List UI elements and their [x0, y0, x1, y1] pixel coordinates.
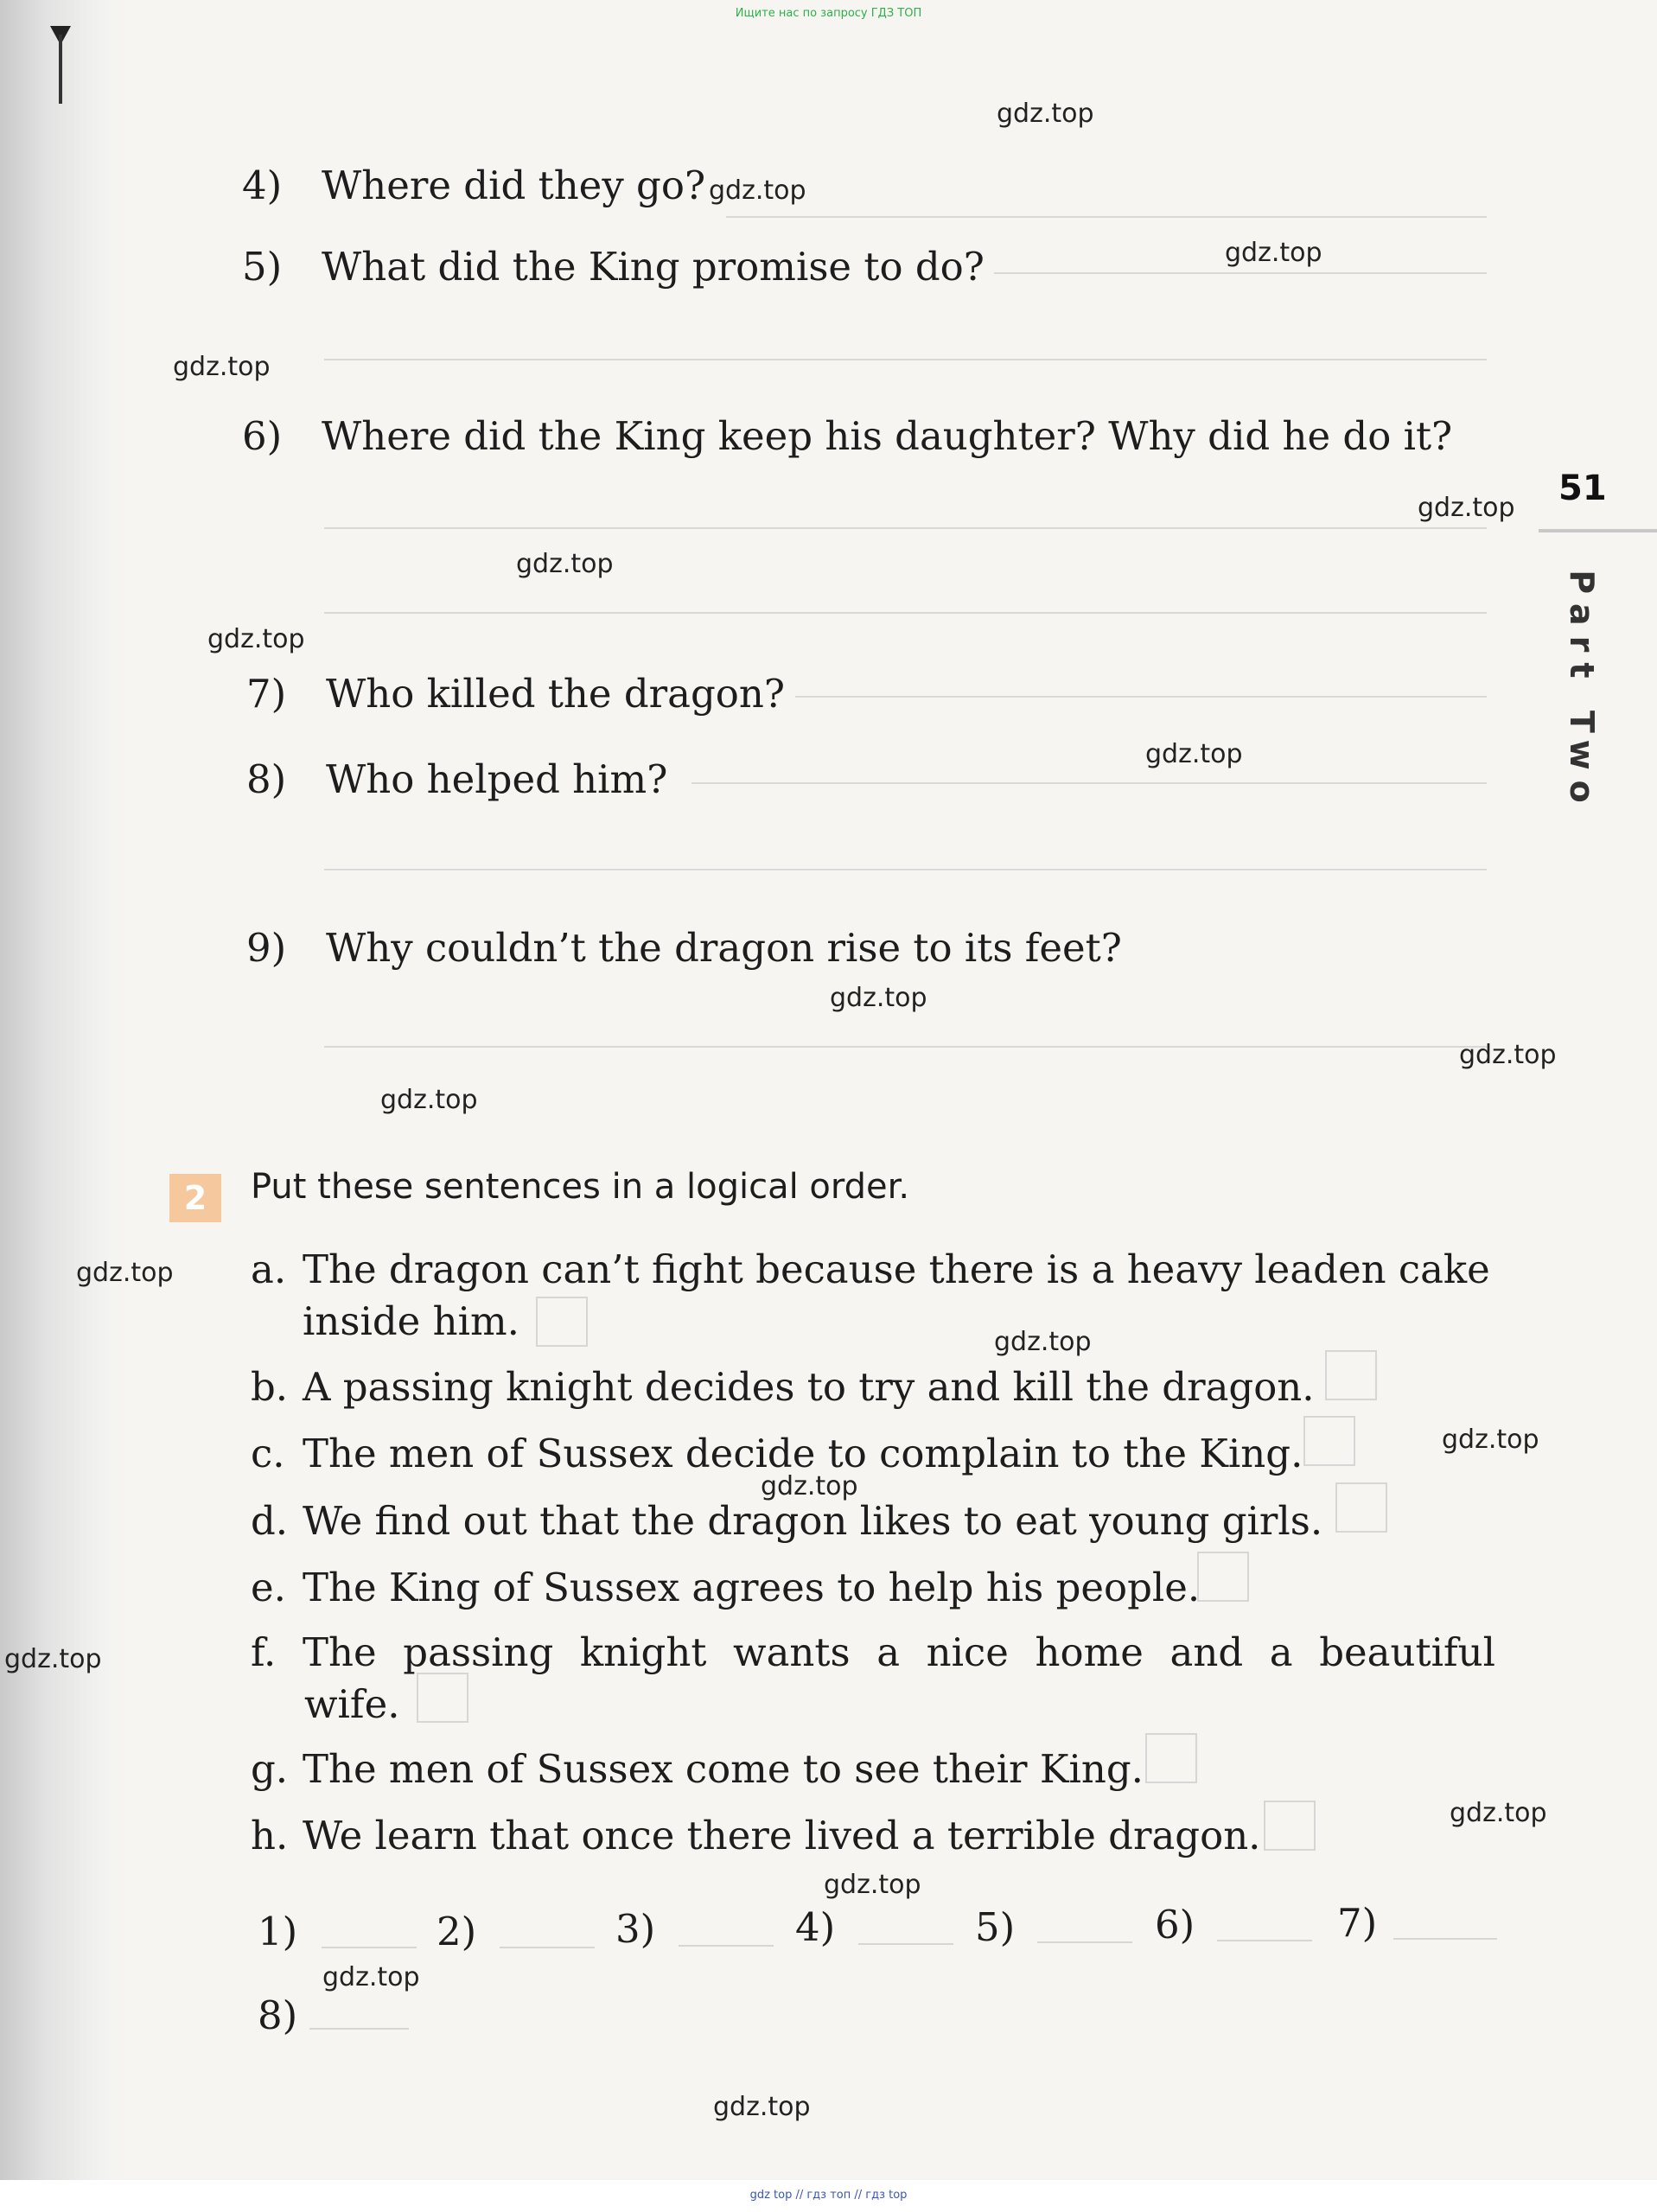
- answer-box-h[interactable]: [1264, 1801, 1316, 1851]
- sentence-letter: h.: [251, 1813, 289, 1858]
- answer-box-d[interactable]: [1335, 1482, 1387, 1533]
- sentence-letter: d.: [251, 1498, 289, 1544]
- question-text: Who helped him?: [326, 756, 668, 802]
- sentence-letter: b.: [251, 1364, 289, 1410]
- order-label-6: 6): [1155, 1902, 1195, 1947]
- answer-box-a[interactable]: [536, 1297, 588, 1347]
- order-answer-line-6[interactable]: [1217, 1940, 1312, 1941]
- sentence-letter: a.: [251, 1246, 287, 1292]
- sentence-word: wants: [733, 1629, 851, 1675]
- question-9: [246, 925, 1122, 971]
- sentence-letter: g.: [251, 1746, 289, 1792]
- order-answer-line-3[interactable]: [679, 1945, 774, 1947]
- sentence-word: nice: [926, 1629, 1009, 1675]
- book-spine-shadow: [0, 0, 130, 2212]
- question-number: 6): [242, 413, 283, 459]
- answer-line[interactable]: [994, 272, 1487, 274]
- answer-line[interactable]: [324, 612, 1487, 614]
- answer-box-g[interactable]: [1145, 1733, 1197, 1783]
- watermark: gdz.top: [322, 1962, 420, 1992]
- sentence-text: We find out that the dragon likes to eat young girls.: [303, 1498, 1323, 1544]
- question-4: [242, 163, 705, 208]
- watermark: gdz.top: [824, 1870, 921, 1900]
- sentence-c: [251, 1431, 1303, 1476]
- question-number: 7): [246, 671, 287, 717]
- watermark: gdz.top: [1225, 238, 1322, 268]
- sentence-text: The King of Sussex agrees to help his people.: [303, 1565, 1201, 1610]
- order-answer-line-4[interactable]: [858, 1943, 953, 1945]
- question-6: [242, 413, 1452, 459]
- answer-line[interactable]: [324, 527, 1487, 529]
- exercise-instruction: Put these sentences in a logical order.: [251, 1167, 910, 1207]
- sentence-d: [251, 1498, 1322, 1544]
- order-label-8: 8): [258, 1992, 298, 2038]
- order-label-7: 7): [1337, 1900, 1378, 1946]
- answer-box-f[interactable]: [417, 1673, 468, 1723]
- answer-line[interactable]: [324, 869, 1487, 870]
- sentence-b: [251, 1364, 1315, 1410]
- question-number: 9): [246, 925, 287, 971]
- exercise-number-badge: 2: [169, 1174, 221, 1222]
- watermark: gdz.top: [761, 1471, 858, 1501]
- order-label-2: 2): [437, 1909, 477, 1954]
- answer-line[interactable]: [324, 359, 1487, 360]
- sentence-text: The dragon can’t fight because there is a heavy leaden cake: [303, 1246, 1490, 1292]
- order-label-1: 1): [258, 1909, 298, 1954]
- sentence-text: The men of Sussex decide to complain to the King.: [303, 1431, 1303, 1476]
- sentence-letter: e.: [251, 1565, 286, 1610]
- watermark: gdz.top: [997, 99, 1094, 129]
- sentence-g: [251, 1746, 1144, 1792]
- sentence-word: a: [876, 1629, 901, 1675]
- top-search-note: Ищите нас по запросу ГДЗ ТОП: [735, 7, 922, 20]
- watermark: gdz.top: [4, 1644, 102, 1674]
- question-number: 5): [242, 244, 283, 290]
- answer-box-c[interactable]: [1303, 1416, 1355, 1466]
- spine-marker-line: [59, 35, 62, 104]
- sentence-word: knight: [579, 1629, 707, 1675]
- page-tab-divider: [1539, 529, 1657, 532]
- question-text: Who killed the dragon?: [326, 671, 785, 717]
- question-5: [242, 244, 985, 290]
- sentence-word: and: [1169, 1629, 1244, 1675]
- watermark: gdz.top: [830, 983, 927, 1013]
- question-number: 8): [246, 756, 287, 802]
- watermark: gdz.top: [1459, 1040, 1557, 1070]
- sentence-f-continuation: wife.: [304, 1681, 400, 1727]
- watermark: gdz.top: [1145, 739, 1243, 769]
- sentence-f: [251, 1629, 1495, 1675]
- sentence-text: [303, 1629, 1495, 1675]
- sentence-letter: f.: [251, 1629, 277, 1675]
- side-tab-part-two: [1530, 571, 1634, 813]
- answer-line[interactable]: [726, 216, 1487, 218]
- side-tab-label: Part Two: [1563, 570, 1602, 813]
- sentence-word: passing: [403, 1629, 554, 1675]
- sentence-h: [251, 1813, 1260, 1858]
- answer-line[interactable]: [795, 696, 1487, 698]
- sentence-word: beautiful: [1319, 1629, 1495, 1675]
- order-answer-line-7[interactable]: [1393, 1938, 1497, 1940]
- watermark: gdz.top: [709, 175, 806, 206]
- question-8: [246, 756, 667, 802]
- sentence-word: home: [1035, 1629, 1144, 1675]
- order-answer-line-8[interactable]: [309, 2028, 409, 2030]
- question-text: Where did they go?: [322, 163, 706, 208]
- sentence-letter: c.: [251, 1431, 285, 1476]
- question-text: Where did the King keep his daughter? Why did he do it?: [322, 413, 1453, 459]
- watermark: gdz.top: [713, 2092, 811, 2122]
- question-text: What did the King promise to do?: [322, 244, 985, 290]
- watermark: gdz.top: [516, 549, 614, 579]
- watermark: gdz.top: [1418, 493, 1515, 523]
- answer-box-e[interactable]: [1197, 1552, 1249, 1602]
- order-label-3: 3): [615, 1906, 656, 1952]
- sentence-text: The men of Sussex come to see their King.: [303, 1746, 1144, 1792]
- order-label-5: 5): [975, 1904, 1016, 1950]
- order-answer-line-2[interactable]: [500, 1947, 595, 1948]
- answer-box-b[interactable]: [1325, 1350, 1377, 1400]
- watermark: gdz.top: [994, 1327, 1092, 1357]
- order-answer-line-1[interactable]: [322, 1947, 417, 1948]
- answer-line[interactable]: [691, 782, 1487, 784]
- question-text: Why couldn’t the dragon rise to its feet?: [326, 925, 1122, 971]
- watermark: gdz.top: [1442, 1425, 1539, 1455]
- question-7: [246, 671, 785, 717]
- sentence-text: A passing knight decides to try and kill the dragon.: [303, 1364, 1315, 1410]
- sentence-a: [251, 1246, 1490, 1292]
- order-answer-line-5[interactable]: [1037, 1941, 1132, 1943]
- bottom-note: gdz top // гдз топ // гдз top: [749, 2189, 908, 2202]
- order-label-4: 4): [795, 1904, 836, 1950]
- sentence-e: [251, 1565, 1200, 1610]
- watermark: gdz.top: [207, 624, 305, 654]
- watermark: gdz.top: [380, 1085, 478, 1115]
- sentence-word: a: [1269, 1629, 1293, 1675]
- answer-line[interactable]: [324, 1046, 1487, 1048]
- sentence-a-continuation: inside him.: [303, 1298, 519, 1344]
- sentence-word: The: [303, 1629, 377, 1675]
- question-number: 4): [242, 163, 283, 208]
- page-number: 51: [1558, 469, 1607, 508]
- watermark: gdz.top: [1450, 1798, 1547, 1828]
- watermark: gdz.top: [76, 1258, 174, 1288]
- watermark: gdz.top: [173, 352, 271, 382]
- sentence-text: We learn that once there lived a terrible dragon.: [303, 1813, 1261, 1858]
